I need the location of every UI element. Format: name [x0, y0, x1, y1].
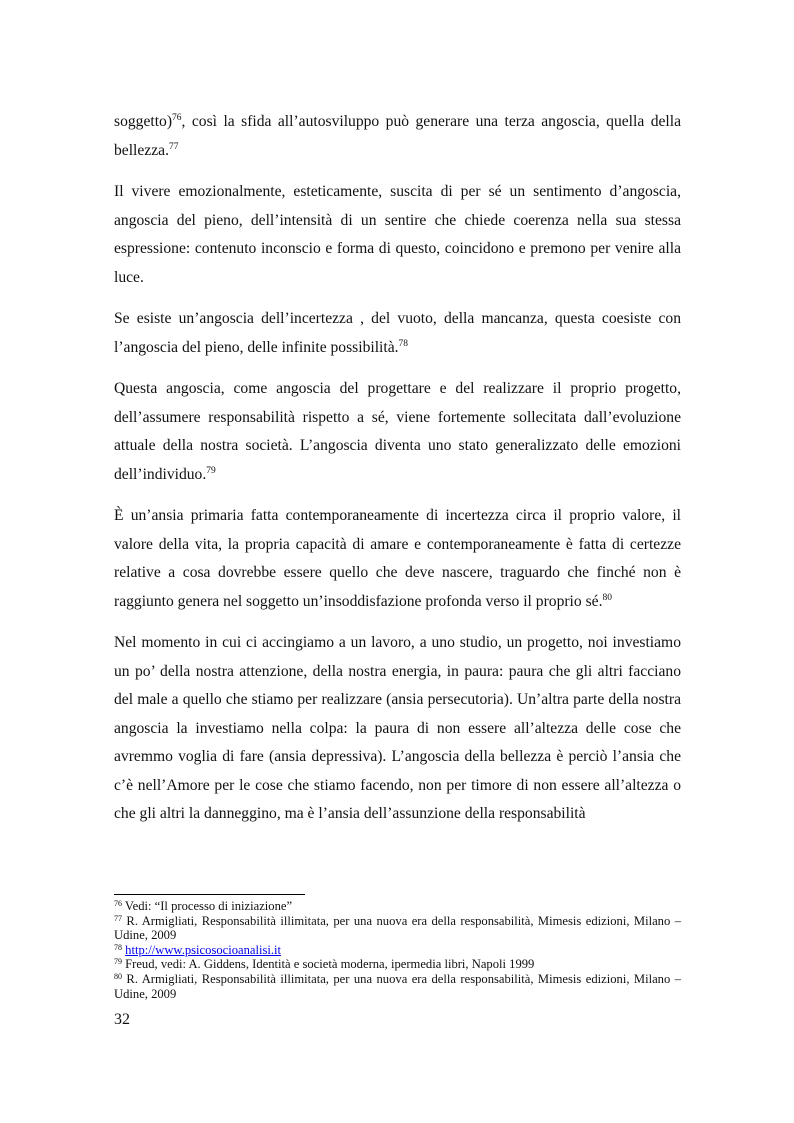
paragraph-5-text: È un’ansia primaria fatta contemporaneamente di incertezza circa il proprio valore, il valore della vita, la propria capacità di amare e contemporaneamente è fatta di certezze relative a cosa dovrebbe essere quello che deve nascere, traguardo che finché non è raggiunto genera nel soggetto un’insoddisfazione profonda verso il proprio sé. — [114, 507, 681, 610]
footnote-text: R. Armigliati, Responsabilità illimitata, per una nuova era della responsabilità, Mimesis edizioni, Milano – Udine, 2009 — [114, 971, 681, 1001]
footnote-ref-76: 76 — [172, 113, 182, 123]
footnote-number: 76 — [114, 899, 122, 908]
footnote-80 — [114, 972, 681, 1001]
footnote-79 — [114, 957, 681, 972]
footnote-number: 78 — [114, 942, 122, 952]
footnote-divider — [114, 894, 305, 895]
paragraph-6: Nel momento in cui ci accingiamo a un lavoro, a uno studio, un progetto, noi investiamo un po’ della nostra attenzione, della nostra energia, in paura: paura che gli altri facciano del male a quello che stiamo per realizzare (ansia persecutoria). Un’altra parte della nostra angoscia la investiamo nella colpa: la paura di non essere all’altezza delle cose che avremmo voglia di fare (ansia depressiva). L’angoscia della bellezza è perciò l’ansia che c’è nell’Amore per le cose che stiamo facendo, non per timore di non essere all’altezza o che gli altri la danneggino, ma è l’ansia dell’assunzione della responsabilità — [114, 634, 681, 822]
footnote-link[interactable]: http://www.psicosocioanalisi.it — [125, 942, 282, 957]
footnote-76 — [114, 899, 681, 914]
footnote-ref-79: 79 — [206, 465, 216, 476]
page-number: 32 — [114, 1011, 130, 1028]
paragraph-1-text-b: , così la sfida all’autosviluppo può generare una terza angoscia, quella della bellezza. — [114, 113, 681, 159]
paragraph-4-text: Questa angoscia, come angoscia del progettare e del realizzare il proprio progetto, dell’assumere responsabilità rispetto a sé, viene fortemente sollecitata dall’evoluzione attuale della nostra società. L’angoscia diventa uno stato generalizzato delle emozioni dell’individuo. — [114, 380, 681, 483]
paragraph-3 — [114, 305, 681, 362]
footnote-text: R. Armigliati, Responsabilità illimitata, per una nuova era della responsabilità, Mimesis edizioni, Milano – Udine, 2009 — [114, 913, 681, 943]
paragraph-4 — [114, 375, 681, 489]
footnote-text: Freud, vedi: A. Giddens, Identità e società moderna, ipermedia libri, Napoli 1999 — [122, 957, 535, 972]
footnote-77 — [114, 914, 681, 943]
footnote-number: 80 — [114, 971, 122, 981]
paragraph-3-text: Se esiste un’angoscia dell’incertezza , del vuoto, della mancanza, questa coesiste con l’angoscia del pieno, delle infinite possibilità. — [114, 310, 681, 356]
footnote-number: 79 — [114, 957, 122, 967]
body-text — [114, 108, 681, 842]
footnote-ref-80: 80 — [602, 592, 612, 603]
paragraph-5 — [114, 502, 681, 616]
footnote-78 — [114, 943, 681, 958]
footnote-ref-78: 78 — [398, 338, 409, 349]
paragraph-1 — [114, 108, 681, 165]
footnote-text: Vedi: “Il processo di iniziazione” — [122, 899, 293, 913]
paragraph-2: Il vivere emozionalmente, esteticamente, suscita di per sé un sentimento d’angoscia, angoscia del pieno, dell’intensità di un sentire che chiede coerenza nella sua stessa espressione: contenuto inconscio e forma di questo, coincidono e premono per venire alla luce. — [114, 183, 681, 286]
footnotes — [114, 899, 681, 1001]
paragraph-1-text-a: soggetto) — [114, 113, 173, 130]
footnote-number: 77 — [114, 913, 122, 923]
footnote-ref-77: 77 — [168, 141, 179, 152]
